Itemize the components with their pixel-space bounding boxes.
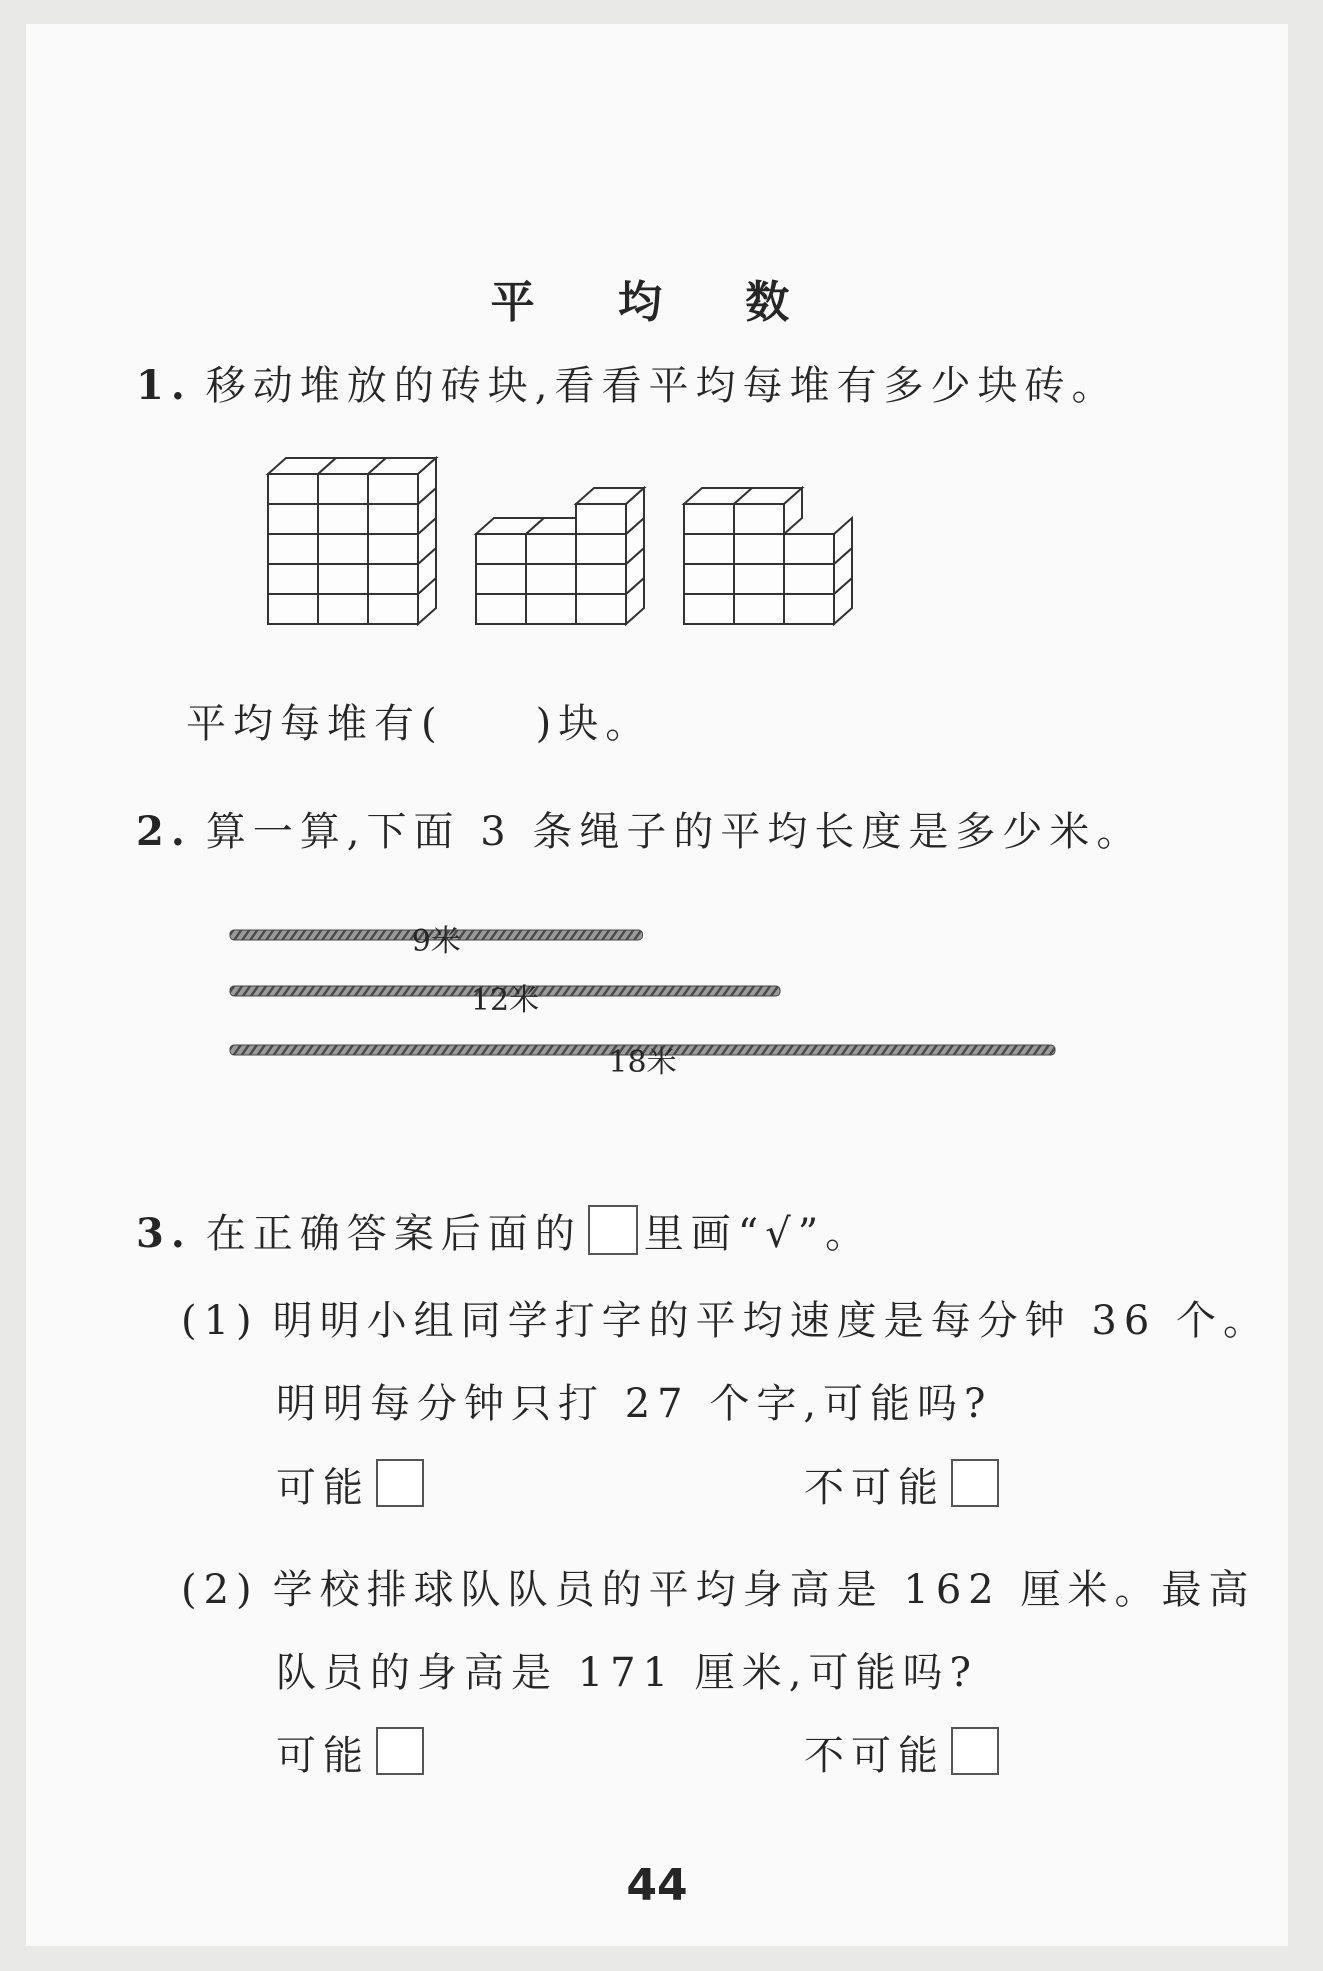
q3-part1-option-no (804, 1456, 999, 1513)
rope-label: 12米 (470, 983, 540, 1018)
q3-part1-no-checkbox[interactable] (951, 1459, 999, 1507)
rope-label: 9米 (411, 924, 461, 959)
brick (318, 534, 368, 564)
brick (684, 594, 734, 624)
brick (684, 534, 734, 564)
q3-part1-label: (1) (181, 1298, 259, 1344)
brick (576, 504, 626, 534)
brick (734, 594, 784, 624)
brick (318, 504, 368, 534)
brick (476, 594, 526, 624)
brick (784, 534, 834, 564)
brick (476, 564, 526, 594)
brick (318, 564, 368, 594)
q3-part1-yes-label: 可能 (276, 1465, 370, 1511)
brick (268, 594, 318, 624)
brick (368, 504, 418, 534)
q3-part2-line1 (181, 1558, 1255, 1615)
brick-stack (268, 458, 436, 624)
q3-part2-text1: 学校排球队队员的平均身高是 162 厘米。最高 (272, 1567, 1256, 1613)
q3-part2-no-label: 不可能 (804, 1733, 945, 1779)
brick (476, 534, 526, 564)
brick (734, 504, 784, 534)
brick (526, 534, 576, 564)
brick (368, 474, 418, 504)
brick (526, 594, 576, 624)
q2-prompt-line (136, 800, 1143, 857)
q2-number: 2. (136, 808, 192, 855)
page-number: 44 (626, 1860, 688, 1911)
q3-part2-option-yes (276, 1724, 424, 1781)
brick (368, 534, 418, 564)
q3-prompt-line (136, 1202, 872, 1259)
brick (318, 594, 368, 624)
q3-part1-line1 (181, 1289, 1270, 1346)
q3-part2-label: (2) (181, 1567, 259, 1613)
brick (368, 594, 418, 624)
q3-prompt-box-icon (588, 1205, 638, 1255)
brick (526, 564, 576, 594)
q3-part2-no-checkbox[interactable] (951, 1727, 999, 1775)
brick (368, 564, 418, 594)
brick (268, 504, 318, 534)
q1-answer-prefix: 平均每堆有( (186, 701, 444, 747)
q3-part2-line2: 队员的身高是 171 厘米,可能吗? (276, 1650, 978, 1696)
brick-stacks-figure (26, 454, 1288, 644)
brick-stack (684, 488, 852, 624)
worksheet-page (26, 24, 1288, 1946)
q1-prompt-line (136, 354, 1118, 411)
q1-answer-suffix: )块。 (535, 701, 653, 747)
q3-part1-yes-checkbox[interactable] (376, 1459, 424, 1507)
q1-answer-line (186, 692, 652, 749)
brick (268, 474, 318, 504)
q3-part2-yes-label: 可能 (276, 1733, 370, 1779)
brick (684, 564, 734, 594)
q3-part2-yes-checkbox[interactable] (376, 1727, 424, 1775)
q1-prompt: 移动堆放的砖块,看看平均每堆有多少块砖。 (205, 363, 1119, 409)
brick (268, 534, 318, 564)
brick-stack (476, 488, 644, 624)
q3-prompt-before: 在正确答案后面的 (205, 1211, 582, 1257)
q3-part1-no-label: 不可能 (804, 1465, 945, 1511)
brick (318, 474, 368, 504)
brick (734, 534, 784, 564)
q1-number: 1. (136, 362, 192, 409)
brick (576, 534, 626, 564)
q3-part2-option-no (804, 1724, 999, 1781)
brick (576, 594, 626, 624)
q3-number: 3. (136, 1210, 192, 1257)
q2-prompt: 算一算,下面 3 条绳子的平均长度是多少米。 (205, 809, 1144, 855)
brick (784, 564, 834, 594)
q3-prompt-after: 里画“√”。 (643, 1211, 873, 1257)
rope-label: 18米 (608, 1045, 677, 1080)
brick (734, 564, 784, 594)
brick (684, 504, 734, 534)
brick (784, 594, 834, 624)
brick (576, 564, 626, 594)
q3-part1-line2: 明明每分钟只打 27 个字,可能吗? (276, 1381, 993, 1427)
brick (268, 564, 318, 594)
page-title: 平 均 数 (490, 277, 824, 328)
q3-part1-text1: 明明小组同学打字的平均速度是每分钟 36 个。 (272, 1298, 1270, 1344)
q3-part1-option-yes (276, 1456, 424, 1513)
